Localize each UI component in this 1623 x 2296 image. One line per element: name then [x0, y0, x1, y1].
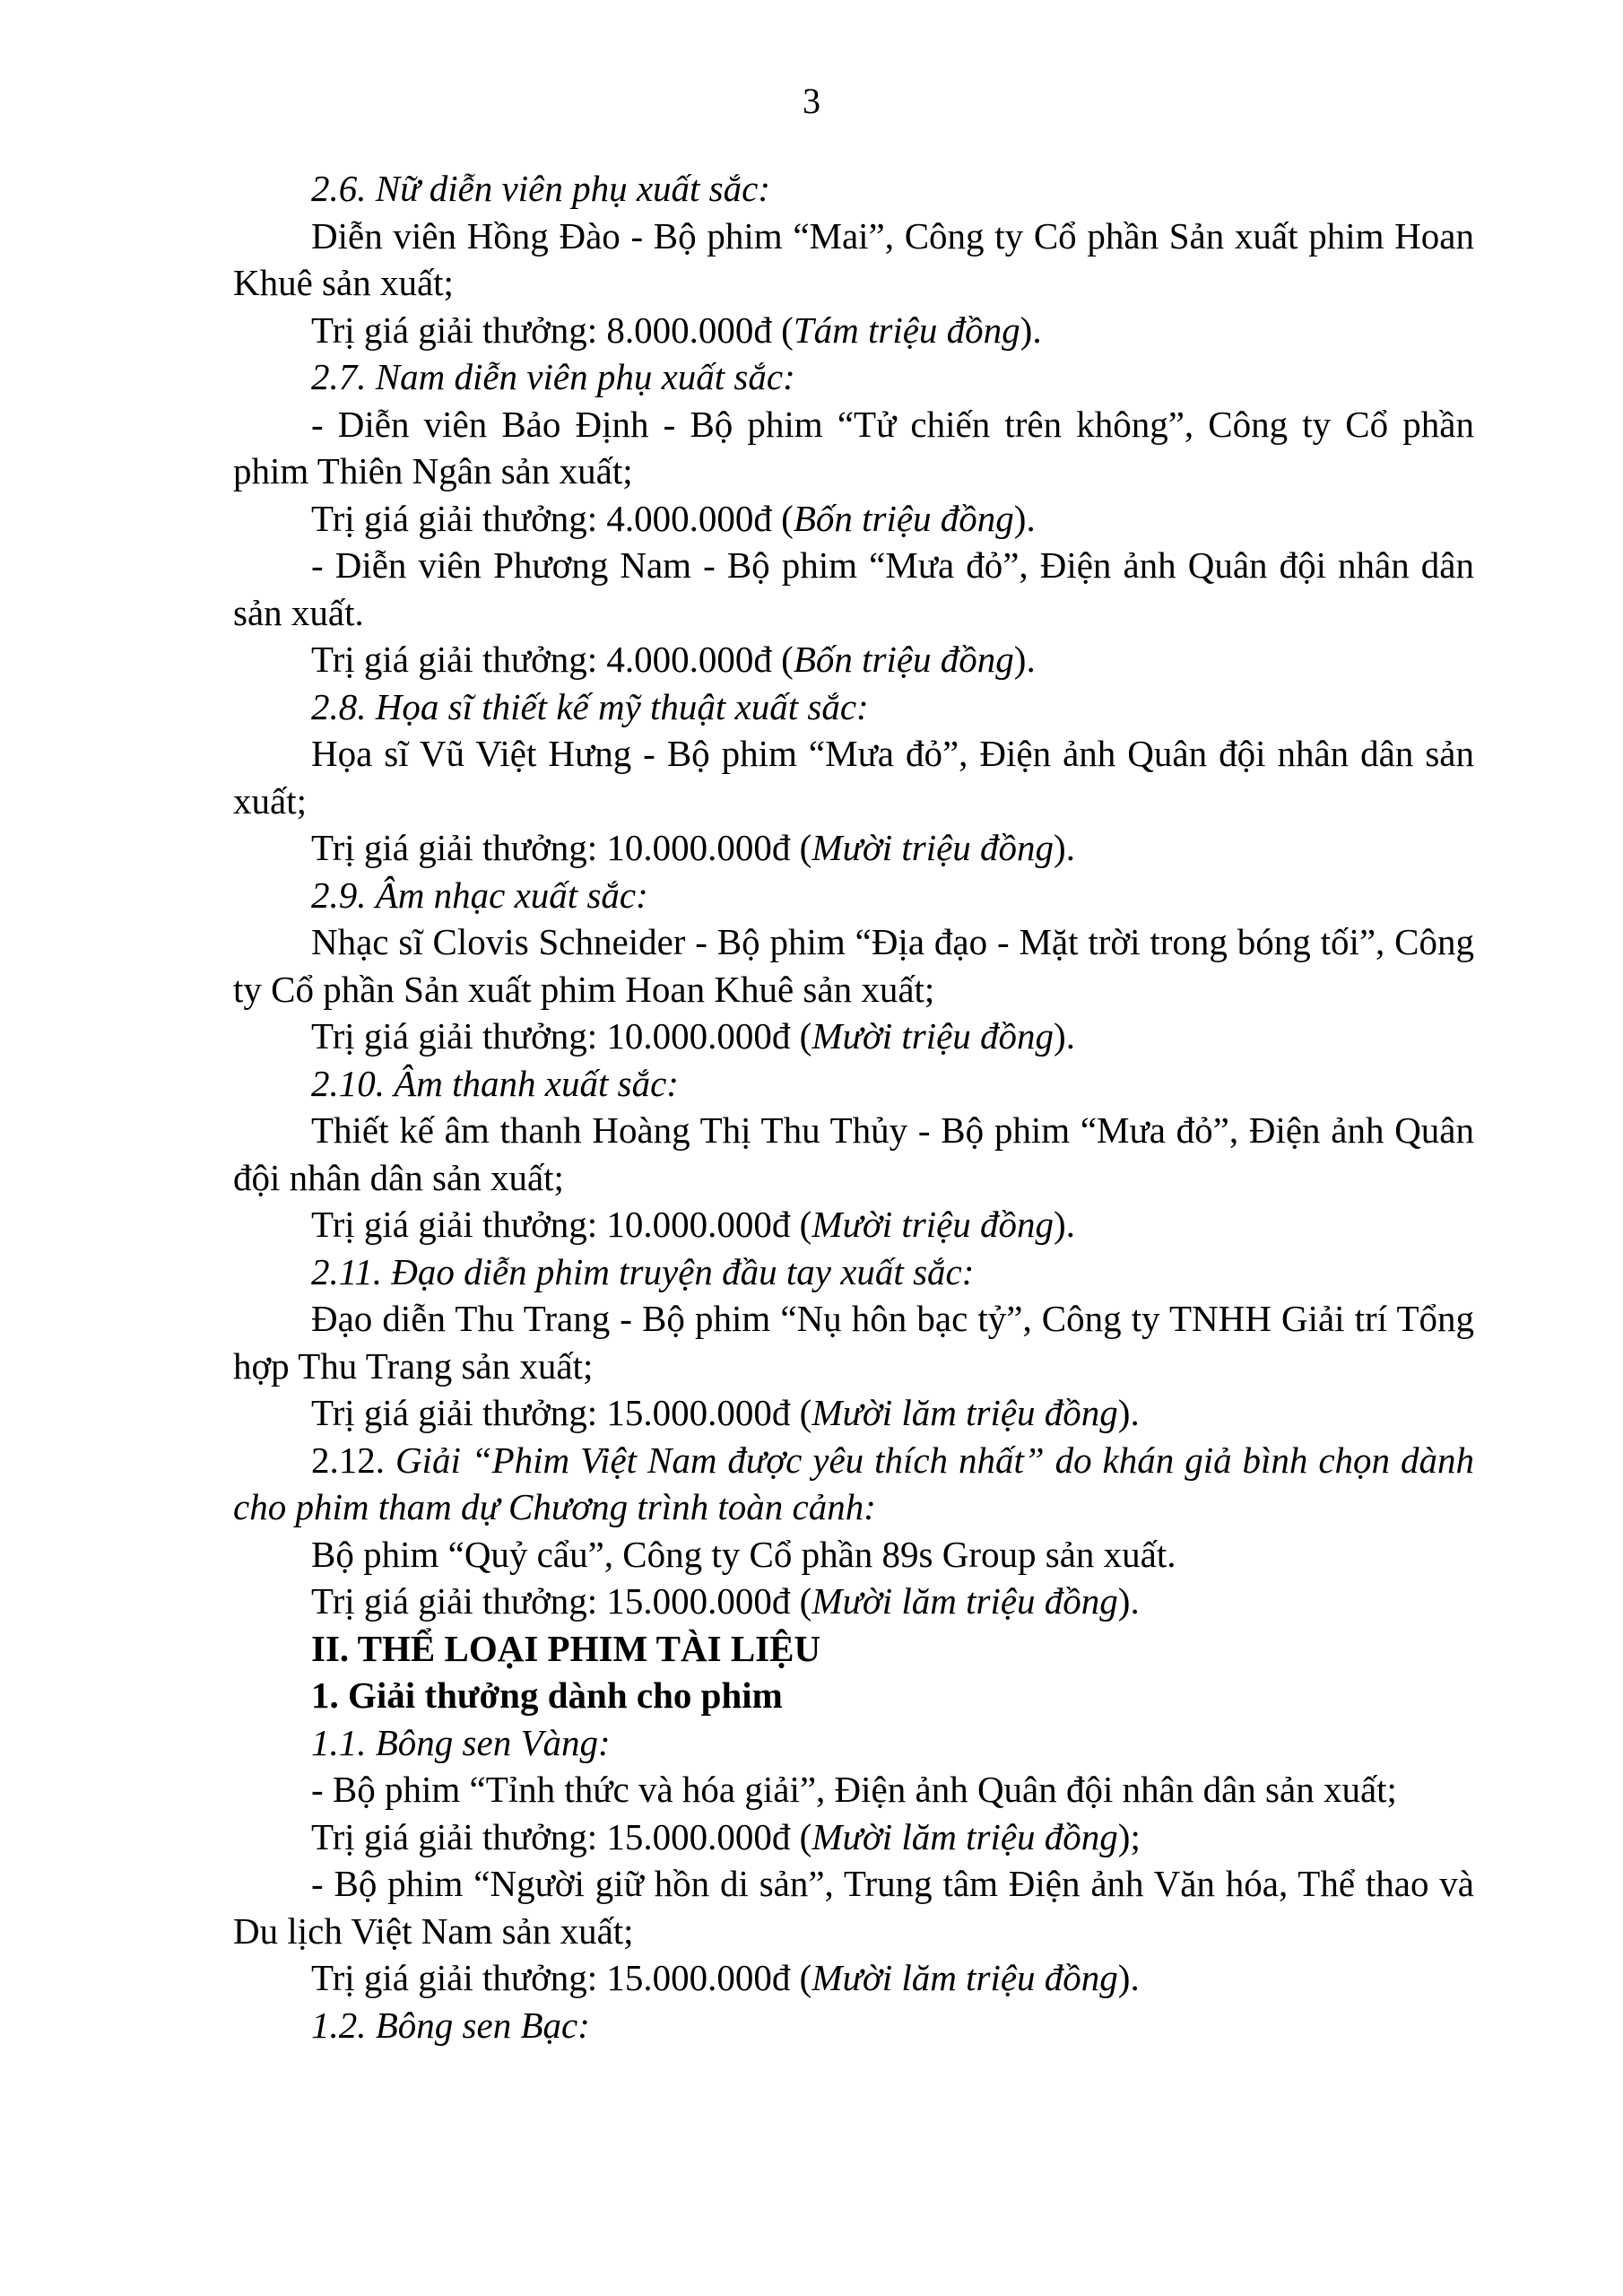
- award-text: Bộ phim “Quỷ cẩu”, Công ty Cổ phần 89s Group sản xuất.: [311, 1533, 1176, 1575]
- prize-value: Trị giá giải thưởng: 15.000.000đ (Mười lăm triệu đồng);: [311, 1815, 1141, 1857]
- prize-value: Trị giá giải thưởng: 15.000.000đ (Mười lăm triệu đồng).: [311, 1957, 1140, 1998]
- award-text: - Bộ phim “Tỉnh thức và hóa giải”, Điện ảnh Quân đội nhân dân sản xuất;: [311, 1769, 1397, 1810]
- page-number: 3: [803, 81, 820, 121]
- award-text: Họa sĩ Vũ Việt Hưng - Bộ phim “Mưa đỏ”, Điện ảnh Quân đội nhân dân sản xuất;: [233, 733, 1474, 822]
- prize-value: Trị giá giải thưởng: 4.000.000đ (Bốn triệu đồng).: [311, 639, 1036, 680]
- subsection-heading: 1. Giải thưởng dành cho phim: [311, 1674, 783, 1716]
- heading-2-11: 2.11. Đạo diễn phim truyện đầu tay xuất sắc:: [311, 1250, 975, 1292]
- prize-value: Trị giá giải thưởng: 15.000.000đ (Mười lăm triệu đồng).: [311, 1580, 1140, 1622]
- prize-value: Trị giá giải thưởng: 10.000.000đ (Mười triệu đồng).: [311, 827, 1075, 868]
- heading-2-10: 2.10. Âm thanh xuất sắc:: [311, 1062, 679, 1104]
- award-text: - Bộ phim “Người giữ hồn di sản”, Trung tâm Điện ảnh Văn hóa, Thể thao và Du lịch Việt Nam sản xuất;: [233, 1863, 1474, 1952]
- heading-1-1: 1.1. Bông sen Vàng:: [311, 1721, 611, 1763]
- prize-value: Trị giá giải thưởng: 4.000.000đ (Bốn triệu đồng).: [311, 497, 1036, 539]
- document-body: [233, 165, 1474, 2048]
- award-text: - Diễn viên Bảo Định - Bộ phim “Tử chiến trên không”, Công ty Cổ phần phim Thiên Ngân sản xuất;: [233, 403, 1474, 491]
- heading-1-2: 1.2. Bông sen Bạc:: [311, 2004, 590, 2046]
- heading-2-7: 2.7. Nam diễn viên phụ xuất sắc:: [311, 356, 795, 397]
- heading-2-9: 2.9. Âm nhạc xuất sắc:: [311, 874, 648, 916]
- prize-value: Trị giá giải thưởng: 15.000.000đ (Mười lăm triệu đồng).: [311, 1392, 1140, 1433]
- award-text: Nhạc sĩ Clovis Schneider - Bộ phim “Địa đạo - Mặt trời trong bóng tối”, Công ty Cổ phần Sản xuất phim Hoan Khuê sản xuất;: [233, 921, 1474, 1010]
- heading-2-12: 2.12. Giải “Phim Việt Nam được yêu thích nhất” do khán giả bình chọn dành cho phim tham dự Chương trình toàn cảnh:: [233, 1439, 1474, 1527]
- prize-value: Trị giá giải thưởng: 10.000.000đ (Mười triệu đồng).: [311, 1015, 1075, 1057]
- section-heading: II. THỂ LOẠI PHIM TÀI LIỆU: [311, 1627, 821, 1669]
- award-text: Đạo diễn Thu Trang - Bộ phim “Nụ hôn bạc tỷ”, Công ty TNHH Giải trí Tổng hợp Thu Trang sản xuất;: [233, 1298, 1474, 1387]
- award-text: - Diễn viên Phương Nam - Bộ phim “Mưa đỏ”, Điện ảnh Quân đội nhân dân sản xuất.: [233, 544, 1474, 633]
- heading-2-6: 2.6. Nữ diễn viên phụ xuất sắc:: [311, 168, 770, 209]
- heading-2-8: 2.8. Họa sĩ thiết kế mỹ thuật xuất sắc:: [311, 685, 869, 727]
- prize-value: Trị giá giải thưởng: 8.000.000đ (Tám triệu đồng).: [311, 309, 1042, 351]
- prize-value: Trị giá giải thưởng: 10.000.000đ (Mười triệu đồng).: [311, 1204, 1075, 1245]
- award-text: Diễn viên Hồng Đào - Bộ phim “Mai”, Công ty Cổ phần Sản xuất phim Hoan Khuê sản xuất;: [233, 214, 1474, 303]
- award-text: Thiết kế âm thanh Hoàng Thị Thu Thủy - Bộ phim “Mưa đỏ”, Điện ảnh Quân đội nhân dân sản xuất;: [233, 1109, 1474, 1198]
